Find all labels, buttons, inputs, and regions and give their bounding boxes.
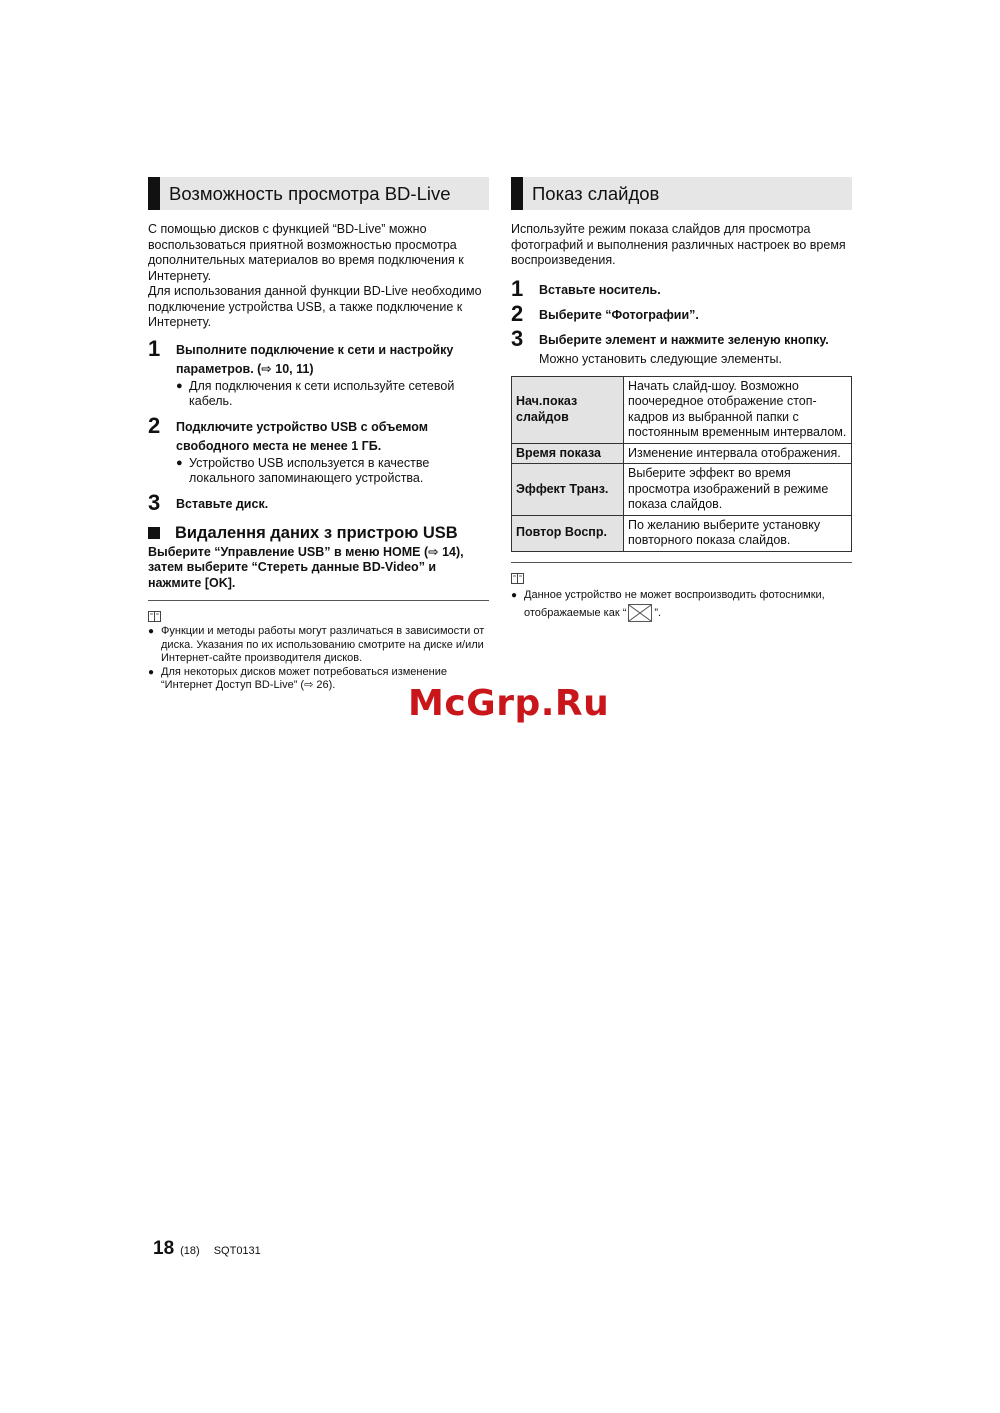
step-1: [148, 335, 489, 410]
divider: [511, 562, 852, 563]
slideshow-title: Показ слайдов: [532, 182, 660, 204]
heading-bar: [148, 177, 160, 210]
bullet-icon: ●: [176, 379, 183, 392]
step-number: 1: [148, 335, 161, 361]
note-item: [148, 625, 489, 666]
step-text: Выполните подключение к сети и настройку параметров. (⇨ 10, 11): [176, 342, 454, 376]
left-column: [148, 177, 489, 693]
bd-live-heading: [148, 177, 489, 210]
page-footer: [153, 1238, 261, 1260]
heading-bar: [511, 177, 523, 210]
page-number: 18: [153, 1238, 175, 1259]
crossed-thumbnail-icon: [628, 604, 652, 622]
step-text: Подключите устройство USB с объемом свободного места не менее 1 ГБ.: [176, 419, 428, 453]
slideshow-intro: Используйте режим показа слайдов для просмотра фотографий и выполнения различных настроек во время воспроизведения.: [511, 222, 846, 267]
usb-delete-text: Выберите “Управление USB” в меню HOME (⇨ 14), затем выберите “Стереть данные BD-Video” и нажмите [OK].: [148, 544, 464, 590]
slideshow-heading: [511, 177, 852, 210]
step-bullet: [176, 379, 489, 410]
step-number: 2: [511, 300, 524, 326]
watermark: McGrp.Ru: [408, 683, 610, 724]
step-note: Можно установить следующие элементы.: [539, 351, 782, 366]
bd-live-intro-2: Для использования данной функции BD-Live необходимо подключение устройства USB, а также подключение к Интернету.: [148, 284, 482, 329]
step-text: Выберите элемент и нажмите зеленую кнопку.: [539, 332, 829, 347]
divider: [148, 600, 489, 601]
option-name: Повтор Воспр.: [512, 515, 624, 551]
step-text: Выберите “Фотографии”.: [539, 307, 699, 322]
option-name: Нач.показ слайдов: [512, 376, 624, 443]
note-text: Данное устройство не может воспроизводить фотоснимки, отображаемые как “: [524, 588, 825, 619]
bd-live-title: Возможность просмотра BD-Live: [169, 182, 451, 204]
option-description: Выберите эффект во время просмотра изображений в режиме показа слайдов.: [624, 464, 852, 516]
bullet-icon: ●: [511, 589, 518, 601]
bullet-icon: ●: [176, 456, 183, 469]
slideshow-options-table: [511, 376, 852, 552]
bd-live-intro-1: С помощью дисков с функцией “BD-Live” можно воспользоваться приятной возможностью просмотра дополнительных материалов во время подключения к Интернету.: [148, 222, 464, 283]
step-3: [148, 489, 489, 515]
step-bullet: [176, 456, 489, 487]
right-column: [511, 177, 852, 622]
usb-delete-heading: [148, 524, 489, 543]
table-row: [512, 464, 852, 516]
step-number: 3: [148, 489, 161, 515]
option-description: По желанию выберите установку повторного показа слайдов.: [624, 515, 852, 551]
step-number: 2: [148, 412, 161, 438]
step-number: 3: [511, 325, 524, 351]
open-book-icon: [148, 611, 161, 622]
open-book-icon: [511, 573, 524, 584]
bullet-icon: ●: [148, 626, 155, 637]
option-description: Изменение интервала отображения.: [624, 443, 852, 464]
note-text: Функции и методы работы могут различаться в зависимости от диска. Указания по их использованию смотрите на диске и/или Интернет-сайте производителя дисков.: [161, 625, 485, 664]
step-1: [511, 275, 852, 301]
option-name: Эффект Транз.: [512, 464, 624, 516]
table-row: [512, 376, 852, 443]
model-code: SQT0131: [213, 1245, 261, 1257]
table-row: [512, 443, 852, 464]
step-2: [511, 300, 852, 326]
bullet-icon: ●: [148, 666, 155, 678]
step-text: Вставьте диск.: [176, 496, 269, 511]
note-text-end: ”.: [654, 606, 662, 619]
square-bullet-icon: [148, 527, 160, 539]
page-index: (18): [180, 1245, 200, 1257]
usb-delete-title: Видалення даних з пристрою USB: [175, 523, 458, 542]
note-item: [511, 587, 852, 622]
step-3: [511, 325, 852, 368]
option-description: Начать слайд-шоу. Возможно поочередное отображение стоп-кадров из выбранной папки с постоянным временным интервалом.: [624, 376, 852, 443]
bullet-text: Для подключения к сети используйте сетевой кабель.: [189, 378, 455, 408]
note-text: Для некоторых дисков может потребоваться изменение “Интернет Доступ BD-Live” (⇨ 26).: [161, 665, 447, 691]
table-row: [512, 515, 852, 551]
step-2: [148, 412, 489, 487]
bullet-text: Устройство USB используется в качестве локального запоминающего устройства.: [189, 455, 430, 485]
step-text: Вставьте носитель.: [539, 282, 661, 297]
step-number: 1: [511, 275, 524, 301]
option-name: Время показа: [512, 443, 624, 464]
